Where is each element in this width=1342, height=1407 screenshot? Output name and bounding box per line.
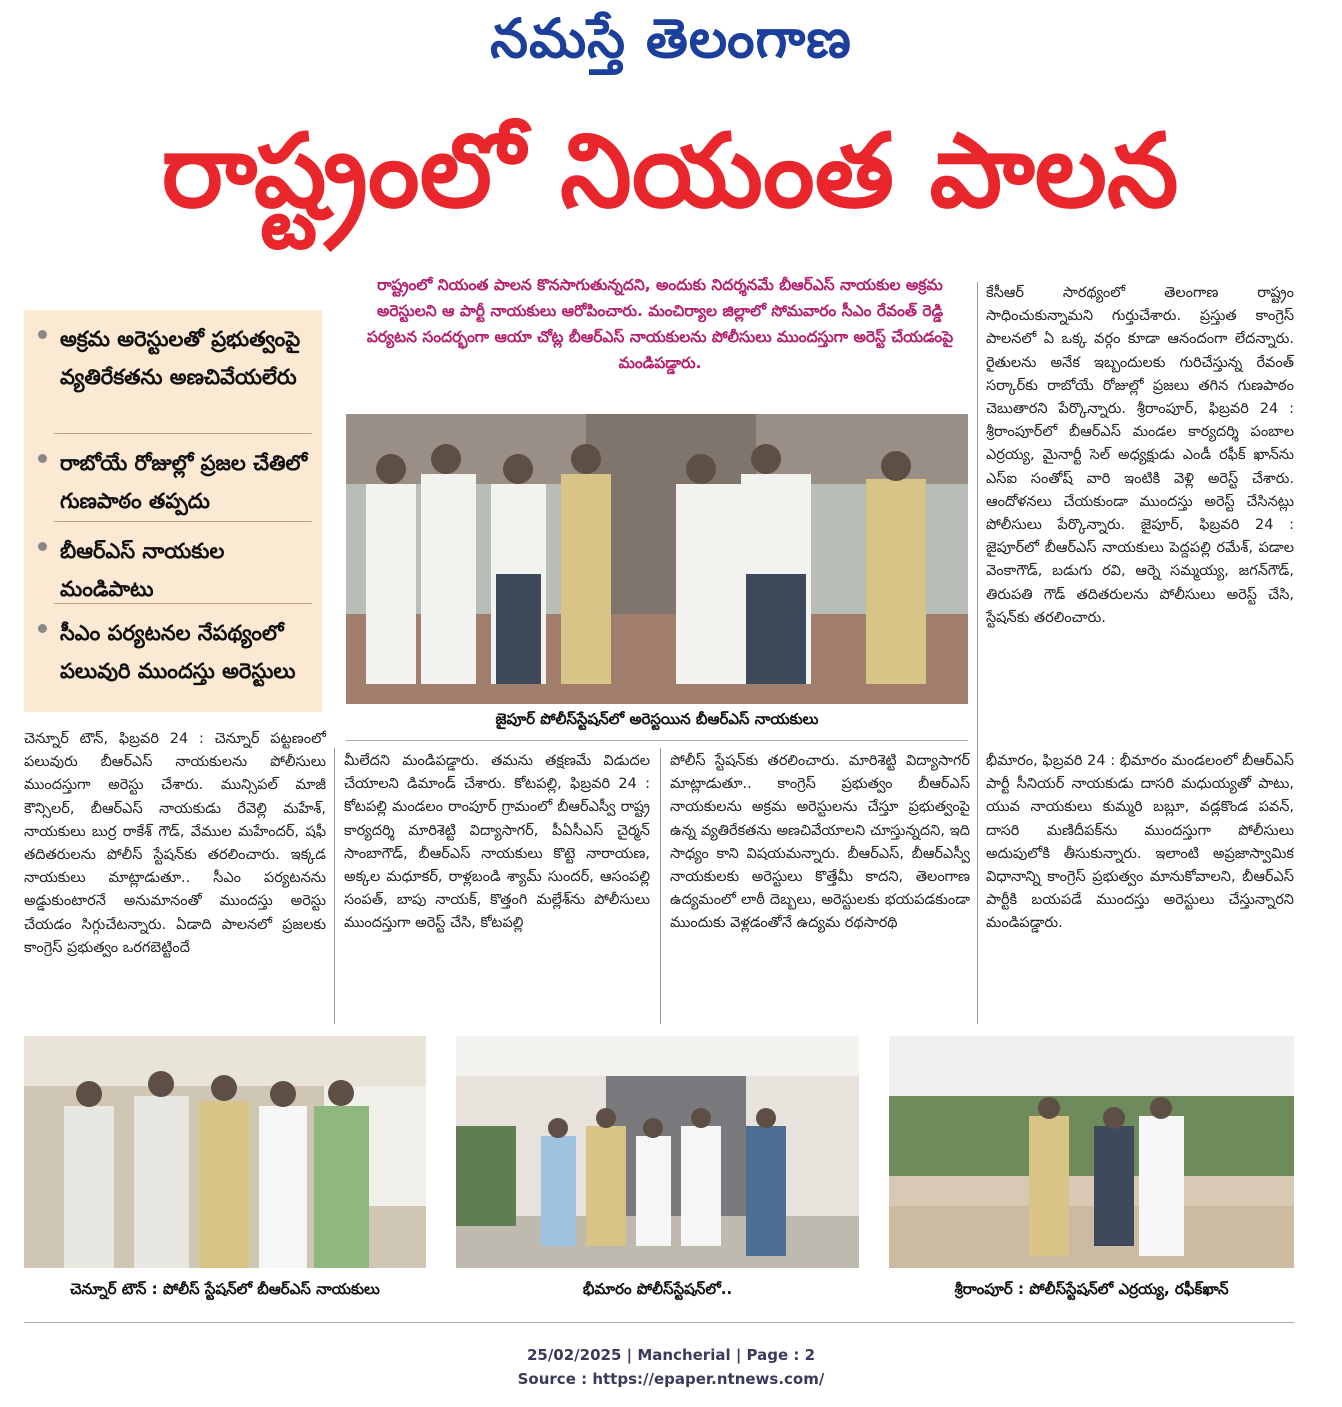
photo-caption-chennur: చెన్నూర్ టౌన్ : పోలీస్ స్టేషన్‌లో బీఆర్ఎస్ నాయకులు — [70, 1280, 380, 1298]
main-photo — [346, 414, 968, 704]
footer-divider — [24, 1322, 1294, 1323]
section-divider — [346, 740, 968, 741]
footer-date-edition: 25/02/2025 | Mancherial | Page : 2 — [526, 1346, 816, 1364]
article-column-right-top: కేసీఆర్ సారథ్యంలో తెలంగాణ రాష్ట్రం సాధించుకున్నామని గుర్తుచేశారు. ప్రస్తుత కాంగ్రెస్ పాలనలో ఏ ఒక్క వర్గం కూడా ఆనందంగా లేదన్నారు. రైతులను అనేక ఇబ్బందులకు గురిచేస్తున్న రేవంత్ సర్కార్‌కు రాబోయే రోజుల్లో ప్రజలు తగిన గుణపాఠం చెబుతారని పేర్కొన్నారు. శ్రీరాంపూర్, ఫిబ్రవరి 24 : శ్రీరాంపూర్‌లో బీఆర్ఎస్ మండల కార్యదర్శి పంబాల ఎర్రయ్య, మైనార్టీ సెల్ అధ్యక్షుడు ఎండీ రఫీక్ ఖాన్‌ను ఎస్ఐ సంతోష్ వారి ఇంటికి వెళ్లి అరెస్ట్ చేశారు. ఆందోళనలు చేయకుండా ముందస్తు అరెస్ట్ చేసినట్లు పోలీసులు పేర్కొన్నారు. జైపూర్, ఫిబ్రవరి 24 : జైపూర్‌లో బీఆర్ఎస్ నాయకులు పెద్దపల్లి రమేశ్, పడాల వెంకాగౌడ్, బడుగు రవి, ఆర్నె సమ్మయ్య, జగన్‌గౌడ్, తిరుపతి గౌడ్ తదితరులను పోలీసులు అరెస్ట్ చేసి, స్టేషన్‌కు తరలించారు. — [986, 285, 1294, 626]
article-column-2: మీలేదని మండిపడ్డారు. తమను తక్షణమే విడుదల చేయాలని డిమాండ్ చేశారు. కోటపల్లి, ఫిబ్రవరి 24 : కోటపల్లి మండలం రాంపూర్ గ్రామంలో బీఆర్ఎస్వీ రాష్ట్ర కార్యదర్శి మారిశెట్టి విద్యాసాగర్, పీఏసీఎస్ చైర్మన్ సాంబాగౌడ్, బీఆర్ఎస్ నాయకులు కొట్టె నారాయణ, అక్కల మధూకర్, రాళ్లబండి శ్యామ్ సుందర్, ఆసంపల్లి సంపత్, బాపు నాయక్, కొత్తంగి మల్లేశ్‌ను పోలీసులు ముందస్తుగా అరెస్ట్ చేసి, కోటపల్లి — [344, 753, 650, 932]
highlights-box — [24, 310, 322, 712]
column-divider — [334, 748, 335, 1024]
highlight-text: అక్రమ అరెస్టులతో ప్రభుత్వంపై వ్యతిరేకతను అణచివేయలేరు — [60, 327, 301, 389]
divider — [54, 521, 312, 522]
bullet-dot-icon — [38, 330, 47, 339]
article-column-3: పోలీస్ స్టేషన్‌కు తరలించారు. మారిశెట్టి విద్యాసాగర్ మాట్లాడుతూ.. కాంగ్రెస్ ప్రభుత్వం బీఆర్ఎస్ నాయకులను అక్రమ అరెస్టులను చేస్తూ ప్రభుత్వంపై ఉన్న వ్యతిరేకతను అణచివేయాలని చూస్తున్నదని, ఇది సాధ్యం కాని విషయమన్నారు. బీఆర్ఎస్, బీఆర్ఎస్వీ నాయకులకు అరెస్టులు కొత్తేమీ కాదని, తెలంగాణ ఉద్యమంలో లాఠీ దెబ్బలు, అరెస్టులకు భయపడకుండా ముందుకు వెళ్లడంతోనే ఉద్యమ రథసారథి — [670, 753, 970, 932]
highlight-item — [24, 528, 322, 604]
highlight-text: బీఆర్ఎస్ నాయకుల మండిపాటు — [60, 539, 225, 601]
photo-srirampur — [889, 1036, 1294, 1268]
photo-chennur — [24, 1036, 426, 1268]
bullet-dot-icon — [38, 542, 47, 551]
highlight-item — [24, 610, 322, 710]
lead-paragraph: రాష్ట్రంలో నియంత పాలన కొనసాగుతున్నదని, అందుకు నిదర్శనమే బీఆర్ఎస్ నాయకుల అక్రమ అరెస్టులని ఆ పార్టీ నాయకులు ఆరోపించారు. మంచిర్యాల జిల్లాలో సోమవారం సీఎం రేవంత్ రెడ్డి పర్యటన సందర్భంగా ఆయా చోట్ల బీఆర్ఎస్ నాయకులను పోలీసులు ముందస్తుగా అరెస్ట్ చేయడంపై మండిపడ్డారు. — [366, 276, 954, 372]
column-divider — [660, 748, 661, 1024]
divider — [54, 603, 312, 604]
article-column-1: చెన్నూర్ టౌన్, ఫిబ్రవరి 24 : చెన్నూర్ పట్టణంలో పలువురు బీఆర్ఎస్ నాయకులను పోలీసులు ముందస్తుగా అరెస్టు చేశారు. మున్సిపల్ మాజీ కౌన్సిలర్, బీఆర్ఎస్ నాయకుడు రేవెల్లి మహేశ్, నాయకులు బుర్ర రాకేశ్ గౌడ్, వేముల మహేందర్, షఫీ తదితరులను పోలీస్ స్టేషన్‌కు తరలించారు. ఇక్కడ నాయకులు మాట్లాడుతూ.. సీఎం పర్యటనను అడ్డుకుంటారనే అనుమానంతో ముందస్తు అరెస్టు చేయడం సిగ్గుచేటన్నారు. ఏడాది పాలనలో ప్రజలకు కాంగ్రెస్ ప్రభుత్వం ఒరగబెట్టిందే — [24, 731, 326, 956]
photo-bheemaram — [456, 1036, 859, 1268]
bullet-dot-icon — [38, 454, 47, 463]
highlight-text: రాబోయే రోజుల్లో ప్రజల చేతిలో గుణపాఠం తప్పదు — [60, 451, 308, 513]
headline: రాష్ట్రంలో నియంత పాలన — [161, 112, 1179, 231]
highlight-item — [24, 316, 322, 434]
footer-source: Source : https://epaper.ntnews.com/ — [517, 1370, 825, 1388]
bullet-dot-icon — [38, 624, 47, 633]
masthead-logo: నమస్తే తెలంగాణ — [490, 6, 852, 70]
article-column-right-bottom: భీమారం, ఫిబ్రవరి 24 : భీమారం మండలంలో బీఆర్ఎస్ పార్టీ సీనియర్ నాయకుడు దాసరి మధుయ్యతో పాటు, యువ నాయకులు కుమ్మరి బబ్లూ, వడ్లకొండ పవన్, దాసరి మణిదీపక్‌ను ముందస్తుగా పోలీసులు అదుపులోకి తీసుకున్నారు. ఇలాంటి అప్రజాస్వామిక విధానాన్ని కాంగ్రెస్ ప్రభుత్వం మానుకోవాలని, బీఆర్ఎస్ పార్టీకి బయపడే ముందస్తు అరెస్టులు చేస్తున్నారని మండిపడ్డారు. — [986, 753, 1294, 932]
photo-caption-srirampur: శ్రీరాంపూర్ : పోలీస్‌స్టేషన్‌లో ఎర్రయ్య, రఫీక్‌ఖాన్ — [954, 1280, 1229, 1298]
main-photo-caption: జైపూర్ పోలీస్‌స్టేషన్‌లో అరెస్టయిన బీఆర్ఎస్ నాయకులు — [495, 710, 819, 728]
column-divider — [977, 282, 978, 1024]
highlight-item — [24, 440, 322, 522]
divider — [54, 433, 312, 434]
highlight-text: సీఎం పర్యటనల నేపథ్యంలో పలువురి ముందస్తు అరెస్టులు — [60, 621, 296, 683]
photo-caption-bheemaram: భీమారం పోలీస్‌స్టేషన్‌లో.. — [582, 1280, 733, 1298]
